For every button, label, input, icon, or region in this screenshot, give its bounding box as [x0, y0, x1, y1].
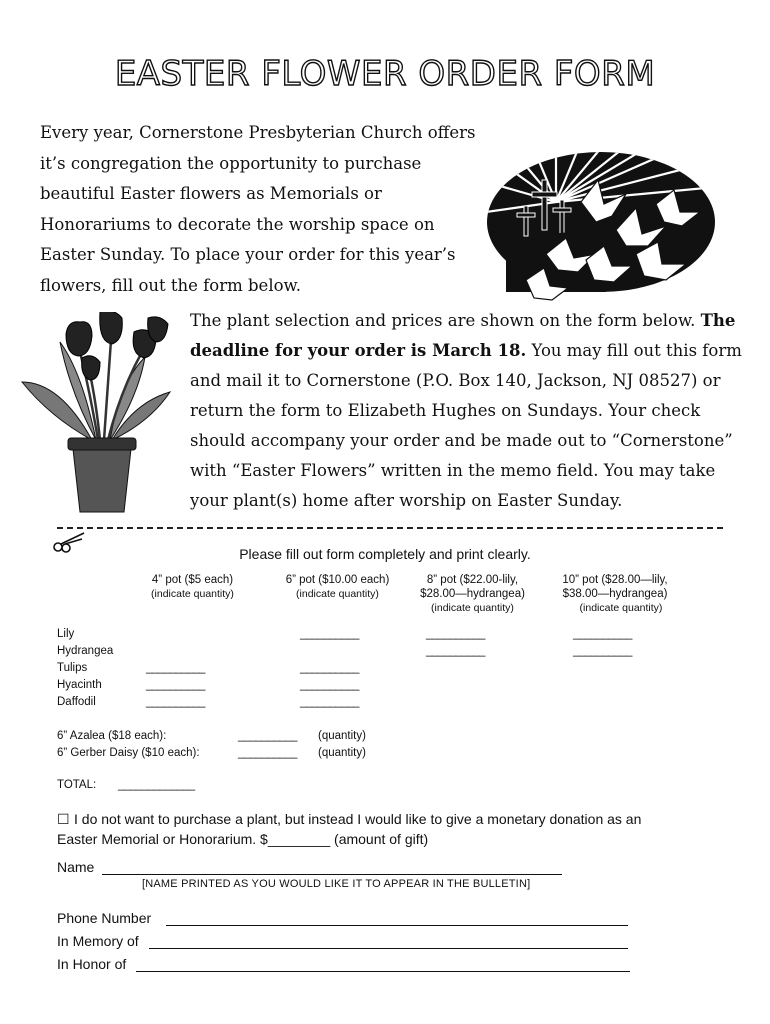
column-header-4in: [130, 573, 255, 601]
phone-label: Phone Number: [57, 910, 152, 926]
column-header-sub: (indicate quantity): [579, 602, 663, 614]
azalea-label: 6” Azalea ($18 each):: [57, 730, 167, 742]
name-label: Name: [57, 859, 95, 875]
tulips-4in-quantity-field[interactable]: __________: [146, 662, 205, 674]
gerber-daisy-label: 6” Gerber Daisy ($10 each):: [57, 747, 200, 759]
column-header-sub: (indicate quantity): [151, 588, 234, 600]
cross-lilies-illustration: [486, 142, 716, 302]
tulip-pot-illustration: [20, 312, 180, 517]
plant-label-hyacinth: Hyacinth: [57, 679, 102, 691]
column-header-sub: (indicate quantity): [431, 602, 514, 614]
in-honor-label: In Honor of: [57, 956, 127, 972]
total-field[interactable]: _____________: [118, 779, 195, 791]
donation-text-line2: Easter Memorial or Honorarium. $________ (amount of gift): [57, 831, 429, 847]
daffodil-6in-quantity-field[interactable]: __________: [300, 696, 359, 708]
lily-6in-quantity-field[interactable]: __________: [300, 628, 359, 640]
form-instructions: Please fill out form completely and print clearly.: [239, 546, 531, 562]
mail-instructions-text: You may fill out this form and mail it to Cornerstone (P.O. Box 140, Jackson, NJ 08527) or return the form to Elizabeth Hughes on Sundays. Your check should accompany your order and be made out to “Cornerstone” with “Easter Flowers” written in the memo field. You may take your plant(s) home after worship on Easter Sunday.: [190, 341, 742, 510]
daffodil-4in-quantity-field[interactable]: __________: [146, 696, 205, 708]
column-header-label: 4” pot ($5 each): [151, 574, 234, 586]
in-memory-field[interactable]: [149, 934, 628, 949]
hydrangea-10in-quantity-field[interactable]: __________: [573, 645, 632, 657]
column-header-label: 6” pot ($10.00 each): [285, 574, 390, 586]
column-header-label: 10” pot ($28.00—lily,: [562, 574, 668, 586]
azalea-unit: (quantity): [318, 730, 366, 742]
column-header-10in: [540, 573, 690, 615]
name-note: [NAME PRINTED AS YOU WOULD LIKE IT TO APPEAR IN THE BULLETIN]: [142, 878, 531, 890]
donation-text-line1: I do not want to purchase a plant, but instead I would like to give a monetary donation as an: [74, 811, 642, 827]
hyacinth-4in-quantity-field[interactable]: __________: [146, 679, 205, 691]
deadline-text: The deadline for your order is March 18.: [190, 311, 736, 360]
total-label: TOTAL:: [57, 779, 97, 791]
column-header-8in: [400, 573, 545, 615]
plant-label-hydrangea: Hydrangea: [57, 645, 114, 657]
column-header-sub: (indicate quantity): [296, 588, 379, 600]
column-header-label: $28.00—hydrangea): [420, 588, 525, 600]
plant-label-daffodil: Daffodil: [57, 696, 96, 708]
donation-checkbox[interactable]: ☐: [57, 811, 70, 827]
form-title: EASTER FLOWER ORDER FORM: [114, 54, 656, 94]
hydrangea-8in-quantity-field[interactable]: __________: [426, 645, 485, 657]
instructions-paragraph: [190, 306, 755, 516]
gerber-daisy-quantity-field[interactable]: __________: [238, 747, 297, 759]
tulips-6in-quantity-field[interactable]: __________: [300, 662, 359, 674]
column-header-label: $38.00—hydrangea): [562, 588, 668, 600]
cut-line: [57, 527, 723, 529]
selection-text: The plant selection and prices are shown on the form below.: [190, 311, 701, 330]
intro-paragraph: Every year, Cornerstone Presbyterian Church offers it’s congregation the opportunity to purchase beautiful Easter flowers as Memorials or Honorariums to decorate the worship space on Easter Sunday. To place your order for this year’s flowers, fill out the form below.: [40, 123, 476, 295]
column-header-label: 8” pot ($22.00-lily,: [426, 574, 519, 586]
plant-label-lily: Lily: [57, 628, 75, 640]
gerber-daisy-unit: (quantity): [318, 747, 366, 759]
name-field[interactable]: [102, 860, 562, 875]
phone-field[interactable]: [166, 911, 628, 926]
in-honor-field[interactable]: [136, 957, 630, 972]
column-header-6in: [265, 573, 410, 601]
plant-label-tulips: Tulips: [57, 662, 88, 674]
lily-8in-quantity-field[interactable]: __________: [426, 628, 485, 640]
in-memory-label: In Memory of: [57, 933, 139, 949]
lily-10in-quantity-field[interactable]: __________: [573, 628, 632, 640]
hyacinth-6in-quantity-field[interactable]: __________: [300, 679, 359, 691]
azalea-quantity-field[interactable]: __________: [238, 730, 297, 742]
